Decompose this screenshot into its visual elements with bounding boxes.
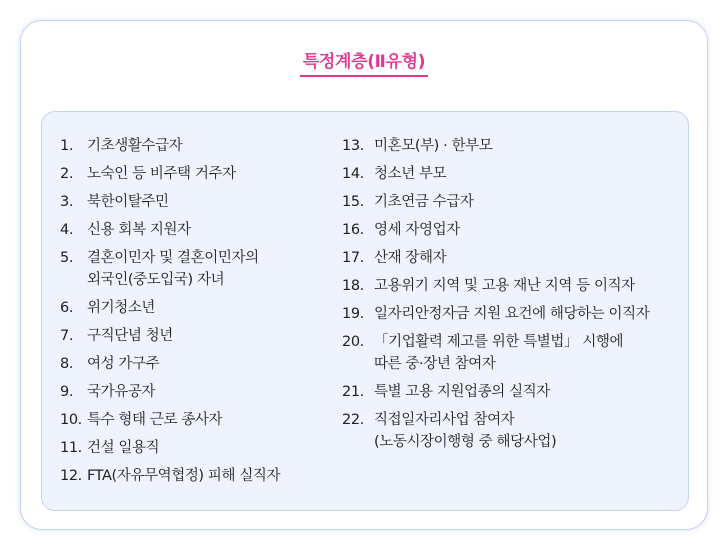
list-item: [60, 409, 350, 431]
list-item: [342, 135, 682, 157]
item-number: 7.: [60, 328, 74, 344]
list-item: [60, 325, 350, 347]
item-number: 21.: [342, 384, 364, 400]
list-item: [60, 219, 350, 241]
item-text: 특별 고용 지원업종의 실직자: [374, 384, 550, 400]
item-number: 19.: [342, 306, 364, 322]
item-number: 6.: [60, 300, 74, 316]
item-number: 8.: [60, 356, 74, 372]
item-number: 1.: [60, 138, 74, 154]
section-title-wrapper: [21, 51, 707, 77]
list-item: [342, 381, 682, 403]
item-number: 10.: [60, 412, 82, 428]
item-number: 4.: [60, 222, 74, 238]
item-number: 5.: [60, 250, 74, 266]
item-text: 구직단념 청년: [87, 328, 173, 344]
list-item: [60, 247, 350, 291]
list-item: [60, 465, 350, 487]
item-text: 기초생활수급자: [87, 138, 183, 154]
list-item: [342, 219, 682, 241]
list-item: [342, 331, 682, 375]
item-text: 직접일자리사업 참여자 (노동시장이행형 중 해당사업): [374, 412, 557, 450]
list-item: [342, 163, 682, 185]
item-text: 노숙인 등 비주택 거주자: [87, 166, 236, 182]
info-card: [20, 20, 708, 530]
item-number: 3.: [60, 194, 74, 210]
eligibility-panel: [41, 111, 689, 511]
item-number: 22.: [342, 412, 364, 428]
eligibility-list-left: [60, 135, 350, 493]
item-text: 신용 회복 지원자: [87, 222, 191, 238]
item-number: 20.: [342, 334, 364, 350]
item-number: 14.: [342, 166, 364, 182]
item-number: 15.: [342, 194, 364, 210]
item-text: 일자리안정자금 지원 요건에 해당하는 이직자: [374, 306, 650, 322]
list-item: [342, 247, 682, 269]
list-item: [60, 297, 350, 319]
list-item: [60, 135, 350, 157]
item-number: 18.: [342, 278, 364, 294]
list-item: [60, 163, 350, 185]
item-text: 위기청소년: [87, 300, 156, 316]
list-item: [60, 191, 350, 213]
item-text: 기초연금 수급자: [374, 194, 474, 210]
item-text: 국가유공자: [87, 384, 156, 400]
item-number: 17.: [342, 250, 364, 266]
item-number: 11.: [60, 440, 82, 456]
list-item: [342, 191, 682, 213]
list-item: [342, 275, 682, 297]
item-number: 16.: [342, 222, 364, 238]
item-text: 산재 장해자: [374, 250, 447, 266]
item-text: 건설 일용직: [87, 440, 160, 456]
list-item: [60, 437, 350, 459]
item-text: 영세 자영업자: [374, 222, 460, 238]
list-item: [342, 303, 682, 325]
item-text: 특수 형태 근로 종사자: [87, 412, 223, 428]
item-number: 12.: [60, 468, 82, 484]
list-item: [60, 353, 350, 375]
item-number: 13.: [342, 138, 364, 154]
item-text: 청소년 부모: [374, 166, 447, 182]
item-number: 2.: [60, 166, 74, 182]
section-title: 특정계층(Ⅱ유형): [300, 51, 429, 77]
item-text: 미혼모(부) · 한부모: [374, 138, 493, 154]
item-text: 「기업활력 제고를 위한 특별법」 시행에 따른 중·장년 참여자: [374, 334, 624, 372]
item-text: 결혼이민자 및 결혼이민자의 외국인(중도입국) 자녀: [87, 250, 259, 288]
list-item: [60, 381, 350, 403]
eligibility-list-right: [342, 135, 682, 459]
item-number: 9.: [60, 384, 74, 400]
item-text: FTA(자유무역협정) 피해 실직자: [87, 468, 281, 484]
list-item: [342, 409, 682, 453]
item-text: 여성 가구주: [87, 356, 160, 372]
item-text: 고용위기 지역 및 고용 재난 지역 등 이직자: [374, 278, 635, 294]
item-text: 북한이탈주민: [87, 194, 169, 210]
